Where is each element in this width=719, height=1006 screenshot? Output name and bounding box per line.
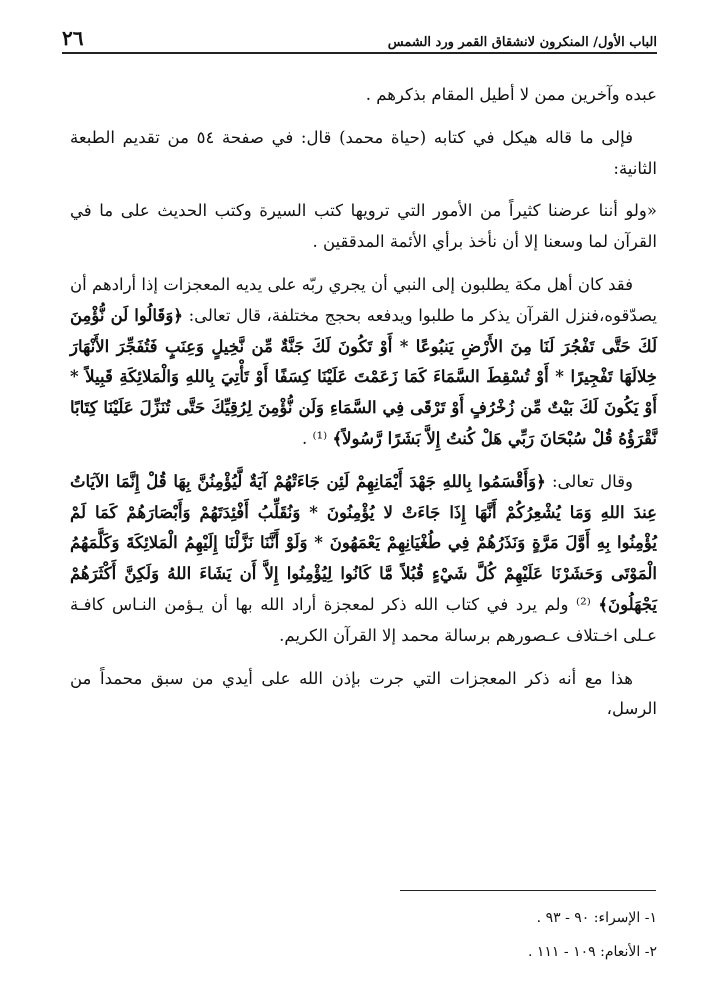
footnote-ref-1: ⁽¹⁾ . [301, 428, 328, 448]
quran-verse-anam: ﴿وَأَقْسَمُوا بِاللهِ جَهْدَ أَيْمَانِهِمْ لَئِن جَاءَتْهُمْ آيَةٌ لَّيُؤْمِنُنَّ بِهَا قُلْ إِنَّمَا الآيَاتُ عِندَ اللهِ وَمَا يُشْعِرُكُمْ أَنَّهَا إِذَا جَاءَتْ لا يُؤْمِنُونَ * وَنُقَلِّبُ أَفْئِدَتَهُمْ وَأَبْصَارَهُمْ كَمَا لَمْ يُؤْمِنُوا بِهِ أَوَّلَ مَرَّةٍ وَنَذَرُهُمْ فِي طُغْيَانِهِمْ يَعْمَهُونَ * وَلَوْ أَنَّنَا نَزَّلْنَا إِلَيْهِمُ الْمَلائِكَةَ وَكَلَّمَهُمُ الْمَوْتَى وَحَشَرْنَا عَلَيْهِمْ كُلَّ شَيْءٍ قُبُلاً مَّا كَانُوا لِيُؤْمِنُوا إِلاَّ أَن يَشَاءَ اللهُ وَلَكِنَّ أَكْثَرَهُمْ يَجْهَلُونَ﴾ [70, 471, 657, 614]
paragraph-3: «ولو أننا عرضنا كثيراً من الأمور التي ترويها كتب السيرة وكتب الحديث على ما في القرآن لما وسعنا إلا أن نأخذ برأي الأئمة المدققين . [70, 201, 657, 252]
quran-verse-isra: ﴿وَقَالُوا لَن نُّؤْمِنَ لَكَ حَتَّى تَفْجُرَ لَنَا مِنَ الأَرْضِ يَنبُوعًا * أَوْ تَكُونَ لَكَ جَنَّةٌ مِّن نَّخِيلٍ وَعِنَبٍ فَتُفَجِّرَ الأَنْهَارَ خِلالَهَا تَفْجِيرًا * أَوْ تُسْقِطَ السَّمَاءَ كَمَا زَعَمْتَ عَلَيْنَا كِسَفًا أَوْ تَأْتِيَ بِاللهِ وَالْمَلائِكَةِ قَبِيلاً * أَوْ يَكُونَ لَكَ بَيْتٌ مِّن زُخْرُفٍ أَوْ تَرْقَى فِي السَّمَاءِ وَلَن نُّؤْمِنَ لِرُقِيِّكَ حَتَّى تُنَزِّلَ عَلَيْنَا كِتَابًا نَّقْرَؤُهُ قُلْ سُبْحَانَ رَبِّي هَلْ كُنتُ إِلاَّ بَشَرًا رَّسُولاً﴾ [70, 305, 657, 448]
footnote-1: ١- الإسراء: ٩٠ - ٩٣ . [536, 910, 657, 926]
footnotes [70, 903, 657, 971]
footnote-2: ٢- الأنعام: ١٠٩ - ١١١ . [527, 944, 657, 960]
paragraph-4-intro: فقد كان أهل مكة يطلبون إلى النبي أن يجري ربّه على يديه المعجزات إذا أرادهم أن يصدّقوه،فنزل القرآن يذكر ما طلبوا ويدفعه بحجج مختلفة، قال تعالى: [70, 274, 657, 325]
running-title: الباب الأول/ المنكرون لانشقاق القمر ورد الشمس [387, 35, 657, 50]
page-header [62, 22, 657, 54]
footnote-divider [400, 890, 656, 891]
paragraph-2: فإلى ما قاله هيكل في كتابه (حياة محمد) قال: في صفحة ٥٤ من تقديم الطبعة الثانية: [70, 127, 657, 178]
paragraph-5-rest: ⁽²⁾ ولم يرد في كتاب الله ذكر لمعجزة أراد الله بها أن يـؤمن النـاس كافـة عـلى اخـتلاف عـصورهم برسالة محمد إلا القرآن الكريم. [70, 594, 657, 645]
page-number: ٢٦ [62, 26, 84, 50]
body-text [70, 80, 657, 737]
paragraph-4 [70, 270, 657, 455]
paragraph-6: هذا مع أنه ذكر المعجزات التي جرت بإذن الله على أيدي من سبق محمداً من الرسل، [70, 668, 657, 719]
paragraph-5-intro: وقال تعالى: [552, 471, 633, 491]
paragraph-1: عبده وآخرين ممن لا أطيل المقام بذكرهم . [365, 85, 657, 104]
paragraph-5 [70, 467, 657, 652]
